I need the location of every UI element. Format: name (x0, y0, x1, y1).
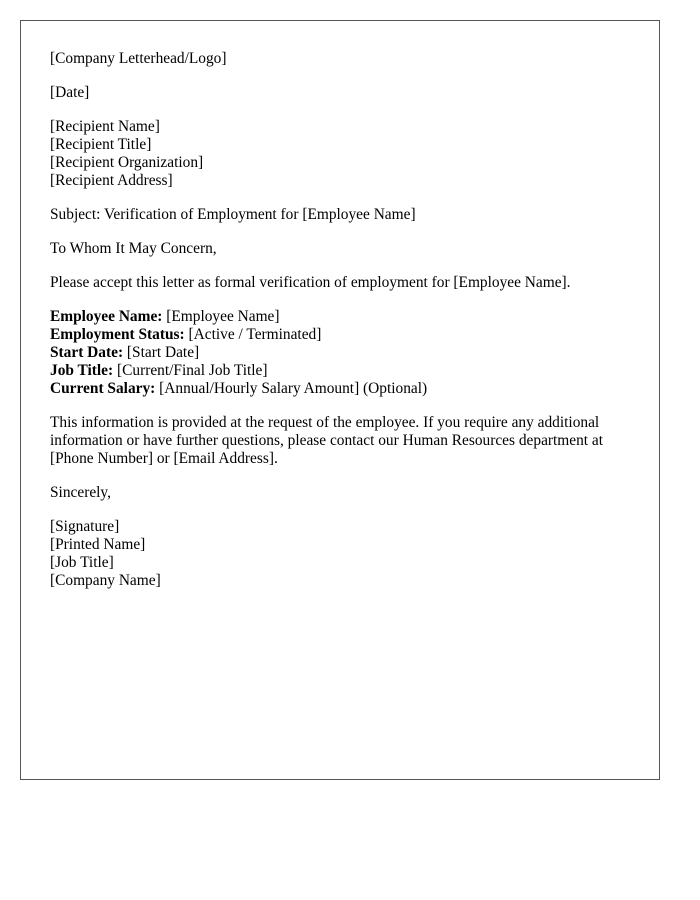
signer-company-name: [Company Name] (50, 572, 161, 589)
detail-start-date (50, 344, 640, 362)
employment-status-label: Employment Status: (50, 326, 185, 343)
printed-name: [Printed Name] (50, 536, 146, 553)
recipient-block (50, 118, 640, 190)
intro-block (50, 274, 640, 292)
letter-date: [Date] (50, 84, 90, 101)
subject-line: Subject: Verification of Employment for [Employee Name] (50, 206, 416, 223)
closing-block (50, 414, 640, 468)
current-salary-value: [Annual/Hourly Salary Amount] (Optional) (155, 380, 428, 397)
detail-job-title (50, 362, 640, 380)
start-date-label: Start Date: (50, 344, 124, 361)
letter-body (50, 50, 640, 606)
sign-off-block (50, 484, 640, 502)
salutation: To Whom It May Concern, (50, 240, 217, 257)
detail-employee-name (50, 308, 640, 326)
employee-name-label: Employee Name: (50, 308, 163, 325)
recipient-title: [Recipient Title] (50, 136, 152, 153)
job-title-value: [Current/Final Job Title] (113, 362, 268, 379)
recipient-name: [Recipient Name] (50, 118, 160, 135)
employment-status-value: [Active / Terminated] (184, 326, 322, 343)
start-date-value: [Start Date] (123, 344, 200, 361)
signature-block (50, 518, 640, 590)
signature-placeholder: [Signature] (50, 518, 120, 535)
signer-job-title: [Job Title] (50, 554, 114, 571)
subject-block (50, 206, 640, 224)
salutation-block (50, 240, 640, 258)
job-title-label: Job Title: (50, 362, 114, 379)
recipient-address: [Recipient Address] (50, 172, 173, 189)
employment-details (50, 308, 640, 398)
date-block (50, 84, 640, 102)
letterhead-block (50, 50, 640, 68)
detail-current-salary (50, 380, 640, 398)
closing-paragraph: This information is provided at the request of the employee. If you require any additional information or have further questions, please contact our Human Resources department at [Phone Number] or [Email Address]. (50, 414, 604, 467)
current-salary-label: Current Salary: (50, 380, 156, 397)
letter-page (20, 20, 660, 780)
sign-off: Sincerely, (50, 484, 111, 501)
intro-paragraph: Please accept this letter as formal verification of employment for [Employee Name]. (50, 274, 571, 291)
employee-name-value: [Employee Name] (162, 308, 280, 325)
recipient-organization: [Recipient Organization] (50, 154, 204, 171)
company-letterhead: [Company Letterhead/Logo] (50, 50, 227, 67)
detail-employment-status (50, 326, 640, 344)
